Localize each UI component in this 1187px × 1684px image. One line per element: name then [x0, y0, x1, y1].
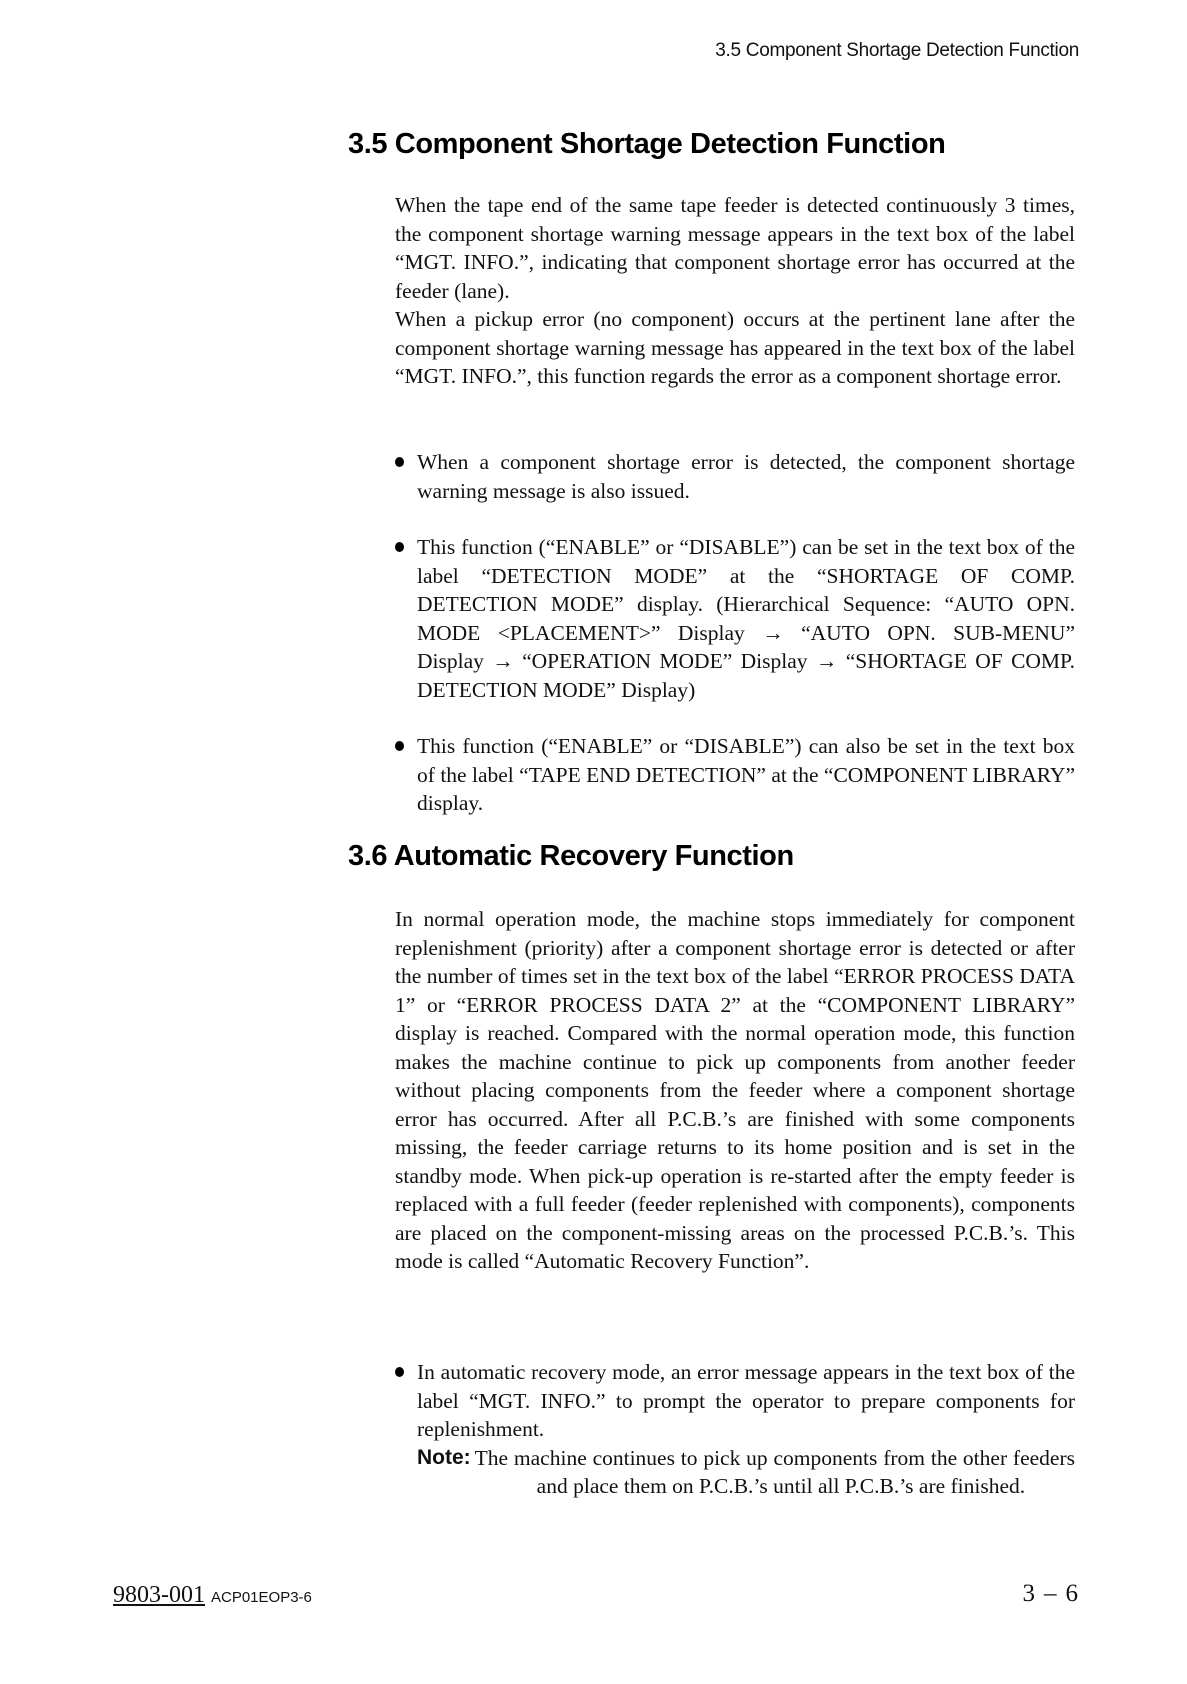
- running-header: 3.5 Component Shortage Detection Function: [715, 40, 1079, 61]
- footer-doc-id: [113, 1582, 312, 1609]
- section-heading-3-6: 3.6 Automatic Recovery Function: [348, 840, 794, 872]
- bullet-item: [395, 732, 1075, 818]
- paragraph: When a pickup error (no component) occurs at the pertinent lane after the component shortage warning message has appeared in the text box of the label “MGT. INFO.”, this function regards the error as a component shortage error.: [395, 307, 1075, 388]
- section-3-6-body: [395, 905, 1075, 1276]
- page-number: 3 – 6: [1022, 1580, 1080, 1607]
- bullet-text: This function (“ENABLE” or “DISABLE”) can be set in the text box of the label “DETECTION MODE” at the “SHORTAGE OF COMP. DETECTION MODE” display. (Hierarchical Sequence: “AUTO OPN. MODE <PLACEMENT>” Display → “AUTO OPN. SUB-MENU” Display → “OPERATION MODE” Display → “SHORTAGE OF COMP. DETECTION MODE” Display): [417, 535, 1075, 702]
- bullet-icon: [395, 1367, 404, 1377]
- section-heading-3-5: 3.5 Component Shortage Detection Function: [348, 128, 946, 160]
- bullet-text: This function (“ENABLE” or “DISABLE”) can also be set in the text box of the label “TAPE END DETECTION” at the “COMPONENT LIBRARY” display.: [417, 734, 1075, 815]
- paragraph: When the tape end of the same tape feeder is detected continuously 3 times, the component shortage warning message appears in the text box of the label “MGT. INFO.”, indicating that component shortage error has occurred at the feeder (lane).: [395, 193, 1075, 303]
- bullet-text: When a component shortage error is detected, the component shortage warning message is also issued.: [417, 450, 1075, 503]
- bullet-text: In automatic recovery mode, an error message appears in the text box of the label “MGT. INFO.” to prompt the operator to prepare components for replenishment.: [417, 1360, 1075, 1441]
- note-text: The machine continues to pick up components from the other feeders and place them on P.C.B.’s until all P.C.B.’s are finished.: [474, 1445, 1075, 1498]
- section-3-5-body: [395, 191, 1075, 391]
- bullet-icon: [395, 542, 404, 552]
- note: [417, 1444, 1075, 1501]
- paragraph: In normal operation mode, the machine stops immediately for component replenishment (priority) after a component shortage error is detected or after the number of times set in the text box of the label “ERROR PROCESS DATA 1” or “ERROR PROCESS DATA 2” at the “COMPONENT LIBRARY” display is reached. Compared with the normal operation mode, this function makes the machine continue to pick up components from another feeder without placing components from the feeder where a component shortage error has occurred. After all P.C.B.’s are finished with some components missing, the feeder carriage returns to its home position and is set in the standby mode. When pick-up operation is re-started after the empty feeder is replaced with a full feeder (feeder replenished with components), components are placed on the component-missing areas on the processed P.C.B.’s. This mode is called “Automatic Recovery Function”.: [395, 907, 1075, 1273]
- note-label: Note:: [417, 1445, 471, 1469]
- bullet-icon: [395, 457, 404, 467]
- doc-number: 9803-001: [113, 1582, 205, 1608]
- bullet-item: [395, 1358, 1075, 1501]
- bullet-item: [395, 533, 1075, 704]
- doc-code: ACP01EOP3-6: [211, 1589, 312, 1606]
- bullet-icon: [395, 741, 404, 751]
- bullet-item: [395, 448, 1075, 505]
